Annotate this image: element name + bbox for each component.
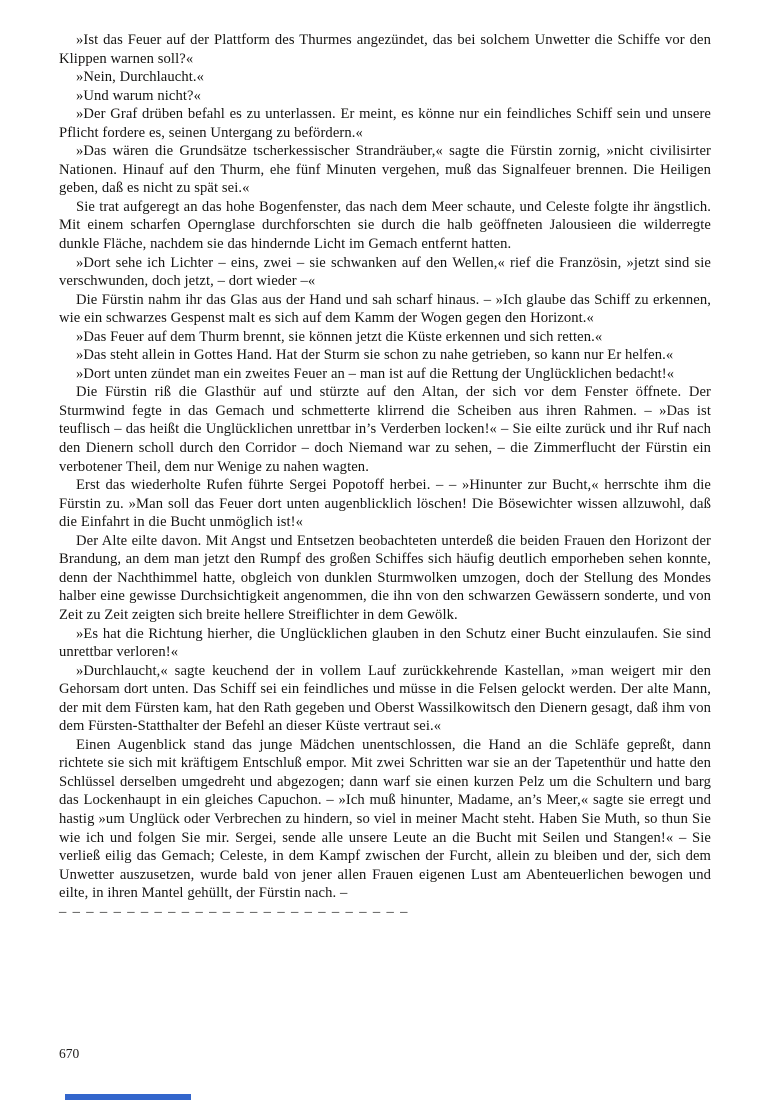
paragraph: »Das wären die Grundsätze tscherkessischer Strandräuber,« sagte die Fürstin zornig, »nicht civilisirter Nationen. Hinauf auf den Thurm, ehe fünf Minuten vergehen, muß das Signalfeuer brennen. Die Heiligen geben, daß es nicht zu spät sei.« [59,143,711,197]
paragraph: »Dort sehe ich Lichter – eins, zwei – sie schwanken auf den Wellen,« rief die Französin, »jetzt sind sie verschwunden, doch jetzt, – dort wieder –« [59,254,711,290]
paragraph: »Das Feuer auf dem Thurm brennt, sie können jetzt die Küste erkennen und sich retten.« [76,328,603,345]
paragraph: Die Fürstin riß die Glasthür auf und stürzte auf den Altan, der sich vor dem Fenster öffnete. Der Sturmwind fegte in das Gemach und schmetterte klirrend die Scheiben aus ihren Rahmen. – »Das ist teuflisch – das heißt die Unglücklichen unrettbar in’s Verderben locken!« – Sie eilte zurück und ihr Ruf nach den Dienern scholl durch den Corridor – doch Niemand war zu sehen, – die Zimmerflucht der Fürstin ein verbotener Theil, dem nur Wenige zu nahen wagten. [59,384,711,475]
progress-bar [65,1094,191,1100]
paragraph: »Durchlaucht,« sagte keuchend der in vollem Lauf zurückkehrende Kastellan, »man weigert mir den Gehorsam dort unten. Das Schiff sei ein feindliches und müsse in die Felsen gelockt werden. Der alte Mann, der mit dem Fürsten kam, hat den Rath gegeben und Oberst Wassilkowitsch den Dienern gesagt, daß ihm von dem Fürsten-Statthalter der Befehl an dieser Küste vertraut sei.« [59,662,711,735]
paragraph: »Dort unten zündet man ein zweites Feuer an – man ist auf die Rettung der Unglücklichen bedacht!« [76,365,675,382]
paragraph: »Es hat die Richtung hierher, die Unglücklichen glauben in den Schutz einer Bucht einzulaufen. Sie sind unrettbar verloren!« [59,625,711,661]
paragraph: Sie trat aufgeregt an das hohe Bogenfenster, das nach dem Meer schaute, und Celeste folgte ihr ängstlich. Mit einem scharfen Opernglase durchforschten sie durch die halb geöffneten Jalousieen die wilderregte dunkle Fläche, nachdem sie das hindernde Licht im Gemach entfernt hatten. [59,198,711,253]
paragraph: »Ist das Feuer auf der Plattform des Thurmes angezündet, das bei solchem Unwetter die Schiffe vor den Klippen warnen soll?« [59,32,711,67]
page-number: 670 [59,1046,80,1061]
paragraph: »Das steht allein in Gottes Hand. Hat der Sturm sie schon zu nahe getrieben, so kann nur Er helfen.« [76,347,674,364]
paragraph: Einen Augenblick stand das junge Mädchen unentschlossen, die Hand an die Schläfe gepreßt, dann richtete sie sich mit kräftigem Entschluß empor. Mit zwei Schritten war sie an der Tapetenthür und hatte den Schlüssel derselben umgedreht und abgezogen; dann warf sie einen kurzen Pelz um die Schultern und barg das Lockenhaupt in ein gleiches Capuchon. – »Ich muß hinunter, Madame, an’s Meer,« sagte sie erregt und hastig »um Unglück oder Verbrechen zu hindern, so viel in meiner Macht steht. Haben Sie Muth, so thun Sie wie ich und folgen Sie mir. Sergei, sende alle unsere Leute an die Bucht mit Seilen und Stangen!« – Sie verließ eilig das Gemach; Celeste, in dem Kampf zwischen der Furcht, allein zu bleiben und der, sich dem Unwetter auszusetzen, wurde bald von jener allen Frauen eigenen Lust am Abenteuerlichen bewogen und eilte, in ihren Mantel gehüllt, der Fürstin nach. – [59,736,711,902]
text-block [59,31,711,921]
paragraph: »Nein, Durchlaucht.« [76,69,205,86]
paragraph: Der Alte eilte davon. Mit Angst und Entsetzen beobachteten unterdeß die beiden Frauen den Horizont der Brandung, an dem man jetzt den Rumpf des großen Schiffes sich häufig deutlich emporheben sehen konnte, denn der Nachthimmel hatte, obgleich von dunklen Sturmwolken umzogen, doch der Stellung des Mondes halber eine gewisse Durchsichtigkeit angenommen, die ihn von den schwarzen Gewässern sonderte, und von Zeit zu Zeit zeigten sich breite hellere Streiflichter in dem Gewölk. [59,532,711,623]
paragraph: Die Fürstin nahm ihr das Glas aus der Hand und sah scharf hinaus. – »Ich glaube das Schiff zu erkennen, wie ein schwarzes Gespenst malt es sich auf dem Kamm der Wogen gegen den Horizont.« [59,291,711,327]
dashed-rule: – – – – – – – – – – – – – – – – – – – – – – – – – – [59,903,408,920]
paragraph: Erst das wiederholte Rufen führte Sergei Popotoff herbei. – – »Hinunter zur Bucht,« herrschte ihm die Fürstin zu. »Man soll das Feuer dort unten augenblicklich löschen! Die Bösewichter wissen allzuwohl, daß die Einfahrt in die Bucht unmöglich ist!« [59,477,711,531]
paragraph: »Der Graf drüben befahl es zu unterlassen. Er meint, es könne nur ein feindliches Schiff sein und unsere Pflicht fordere es, seinen Untergang zu befördern.« [59,106,711,141]
paragraph: »Und warum nicht?« [76,87,202,104]
